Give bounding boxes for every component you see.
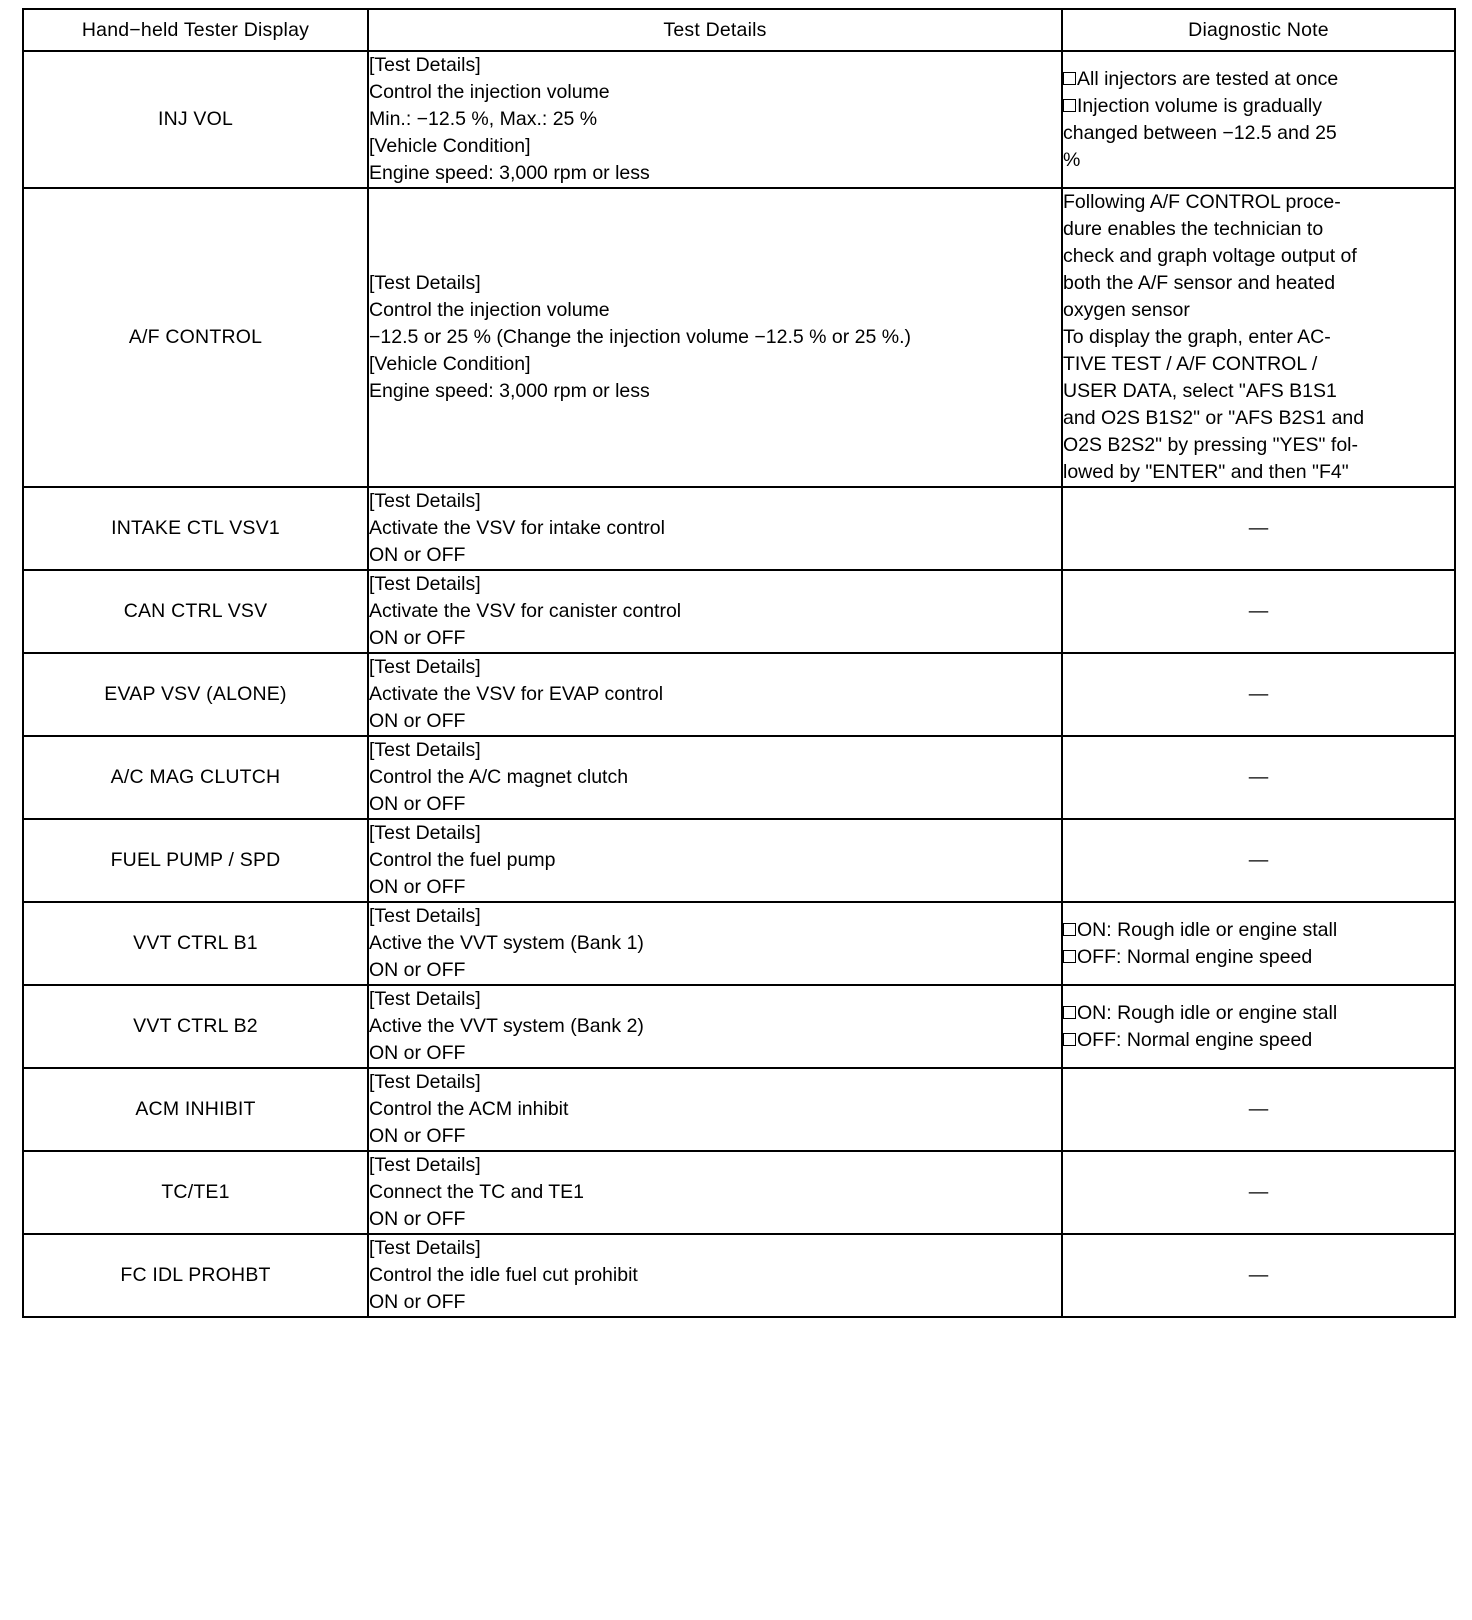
diagnostic-note-text: changed between −12.5 and 25 [1063,121,1337,144]
diagnostic-note-line [1063,147,1454,174]
diagnostic-note-cell [1062,902,1455,985]
tester-display-name: CAN CTRL VSV [23,570,368,653]
test-details-line: [Test Details] [369,822,481,844]
test-details-line: Activate the VSV for EVAP control [369,683,664,705]
table-body [23,51,1455,1317]
diagnostic-note-text: % [1063,148,1081,171]
diagnostic-note-line: oxygen sensor [1063,299,1190,321]
diagnostic-note-line: both the A/F sensor and heated [1063,272,1336,294]
diagnostic-note-line: check and graph voltage output of [1063,245,1357,267]
diagnostic-note-cell [1062,653,1455,736]
no-note-dash: — [1248,600,1269,622]
test-details-line: [Test Details] [369,739,481,761]
test-details-line: [Test Details] [369,490,481,512]
diagnostic-note-text: OFF: Normal engine speed [1077,945,1313,968]
table-row [23,188,1455,487]
test-details-line: ON or OFF [369,1042,466,1064]
test-details-line: Activate the VSV for canister control [369,600,682,622]
test-details-cell [368,902,1062,985]
active-test-table [22,8,1456,1318]
test-details-line: [Test Details] [369,905,481,927]
test-details-cell [368,1068,1062,1151]
test-details-line: Engine speed: 3,000 rpm or less [369,380,650,402]
diagnostic-note-cell [1062,819,1455,902]
test-details-line: ON or OFF [369,1291,466,1313]
table-row [23,653,1455,736]
diagnostic-note-line: Following A/F CONTROL proce- [1063,191,1341,213]
diagnostic-note-cell [1062,985,1455,1068]
test-details-line: [Test Details] [369,1154,481,1176]
table-row [23,985,1455,1068]
test-details-line: [Test Details] [369,1071,481,1093]
square-bullet-icon [1063,72,1076,85]
diagnostic-note-cell [1062,188,1455,487]
no-note-dash: — [1248,517,1269,539]
table-row [23,736,1455,819]
test-details-line: Control the fuel pump [369,849,556,871]
test-details-line: Control the A/C magnet clutch [369,766,629,788]
diagnostic-note-cell [1062,51,1455,188]
diagnostic-note-line: O2S B2S2" by pressing "YES" fol- [1063,434,1358,456]
table-header [23,9,1455,51]
square-bullet-icon [1063,99,1076,112]
test-details-line: [Vehicle Condition] [369,353,531,375]
test-details-line: [Test Details] [369,54,481,76]
no-note-dash: — [1248,766,1269,788]
tester-display-name: INJ VOL [23,51,368,188]
square-bullet-icon [1063,1006,1076,1019]
test-details-line: [Test Details] [369,1237,481,1259]
diagnostic-note-text: Injection volume is gradually [1077,94,1322,117]
diagnostic-note-text: OFF: Normal engine speed [1077,1028,1313,1051]
diagnostic-note-line: To display the graph, enter AC- [1063,326,1331,348]
table-row [23,902,1455,985]
test-details-line: ON or OFF [369,876,466,898]
square-bullet-icon [1063,1033,1076,1046]
diagnostic-note-cell [1062,570,1455,653]
test-details-line: Control the injection volume [369,81,610,103]
table-row [23,1068,1455,1151]
tester-display-name: VVT CTRL B1 [23,902,368,985]
diagnostic-note-text: ON: Rough idle or engine stall [1077,1001,1338,1024]
test-details-line: ON or OFF [369,710,466,732]
diagnostic-note-cell [1062,1234,1455,1317]
no-note-dash: — [1248,683,1269,705]
diagnostic-note-cell [1062,1151,1455,1234]
test-details-line: [Vehicle Condition] [369,135,531,157]
test-details-cell [368,985,1062,1068]
column-header-display: Hand−held Tester Display [23,9,368,51]
table-row [23,51,1455,188]
diagnostic-note-line [1063,66,1454,93]
test-details-cell [368,1151,1062,1234]
column-header-diagnostic-note: Diagnostic Note [1062,9,1455,51]
diagnostic-note-line [1063,120,1454,147]
table-row [23,487,1455,570]
test-details-cell [368,51,1062,188]
square-bullet-icon [1063,923,1076,936]
no-note-dash: — [1248,849,1269,871]
tester-display-name: VVT CTRL B2 [23,985,368,1068]
diagnostic-note-line: dure enables the technician to [1063,218,1324,240]
test-details-line: Control the ACM inhibit [369,1098,569,1120]
test-details-line: Connect the TC and TE1 [369,1181,584,1203]
table-row [23,819,1455,902]
diagnostic-note-line [1063,1027,1454,1054]
test-details-line: Control the injection volume [369,299,610,321]
square-bullet-icon [1063,950,1076,963]
test-details-line: Engine speed: 3,000 rpm or less [369,162,650,184]
test-details-cell [368,819,1062,902]
tester-display-name: FC IDL PROHBT [23,1234,368,1317]
tester-display-name: ACM INHIBIT [23,1068,368,1151]
test-details-line: Active the VVT system (Bank 2) [369,1015,644,1037]
test-details-line: [Test Details] [369,272,481,294]
test-details-line: Control the idle fuel cut prohibit [369,1264,638,1286]
diagnostic-note-line: TIVE TEST / A/F CONTROL / [1063,353,1318,375]
column-header-test-details: Test Details [368,9,1062,51]
diagnostic-note-cell [1062,736,1455,819]
diagnostic-note-text: ON: Rough idle or engine stall [1077,918,1338,941]
table-row [23,1234,1455,1317]
table-row [23,570,1455,653]
test-details-line: Active the VVT system (Bank 1) [369,932,644,954]
test-details-line: ON or OFF [369,544,466,566]
diagnostic-note-line: USER DATA, select "AFS B1S1 [1063,380,1337,402]
tester-display-name: FUEL PUMP / SPD [23,819,368,902]
diagnostic-note-line [1063,917,1454,944]
tester-display-name: TC/TE1 [23,1151,368,1234]
test-details-cell [368,736,1062,819]
diagnostic-note-cell [1062,487,1455,570]
diagnostic-note-line: and O2S B1S2" or "AFS B2S1 and [1063,407,1365,429]
test-details-line: ON or OFF [369,793,466,815]
test-details-line: [Test Details] [369,573,481,595]
test-details-cell [368,188,1062,487]
tester-display-name: INTAKE CTL VSV1 [23,487,368,570]
no-note-dash: — [1248,1098,1269,1120]
tester-display-name: A/C MAG CLUTCH [23,736,368,819]
tester-display-name: A/F CONTROL [23,188,368,487]
test-details-line: [Test Details] [369,656,481,678]
test-details-line: Min.: −12.5 %, Max.: 25 % [369,108,598,130]
test-details-line: ON or OFF [369,959,466,981]
test-details-cell [368,570,1062,653]
test-details-cell [368,487,1062,570]
tester-display-name: EVAP VSV (ALONE) [23,653,368,736]
test-details-cell [368,1234,1062,1317]
test-details-line: −12.5 or 25 % (Change the injection volume −12.5 % or 25 %.) [369,326,911,348]
diagnostic-note-line [1063,944,1454,971]
diagnostic-note-text: All injectors are tested at once [1077,67,1339,90]
table-header-row [23,9,1455,51]
test-details-line: Activate the VSV for intake control [369,517,665,539]
test-details-line: [Test Details] [369,988,481,1010]
table-row [23,1151,1455,1234]
test-details-line: ON or OFF [369,1125,466,1147]
diagnostic-note-line [1063,93,1454,120]
test-details-line: ON or OFF [369,1208,466,1230]
diagnostic-note-line [1063,1000,1454,1027]
no-note-dash: — [1248,1264,1269,1286]
diagnostic-note-cell [1062,1068,1455,1151]
no-note-dash: — [1248,1181,1269,1203]
test-details-line: ON or OFF [369,627,466,649]
diagnostic-note-line: lowed by "ENTER" and then "F4" [1063,461,1349,483]
test-details-cell [368,653,1062,736]
